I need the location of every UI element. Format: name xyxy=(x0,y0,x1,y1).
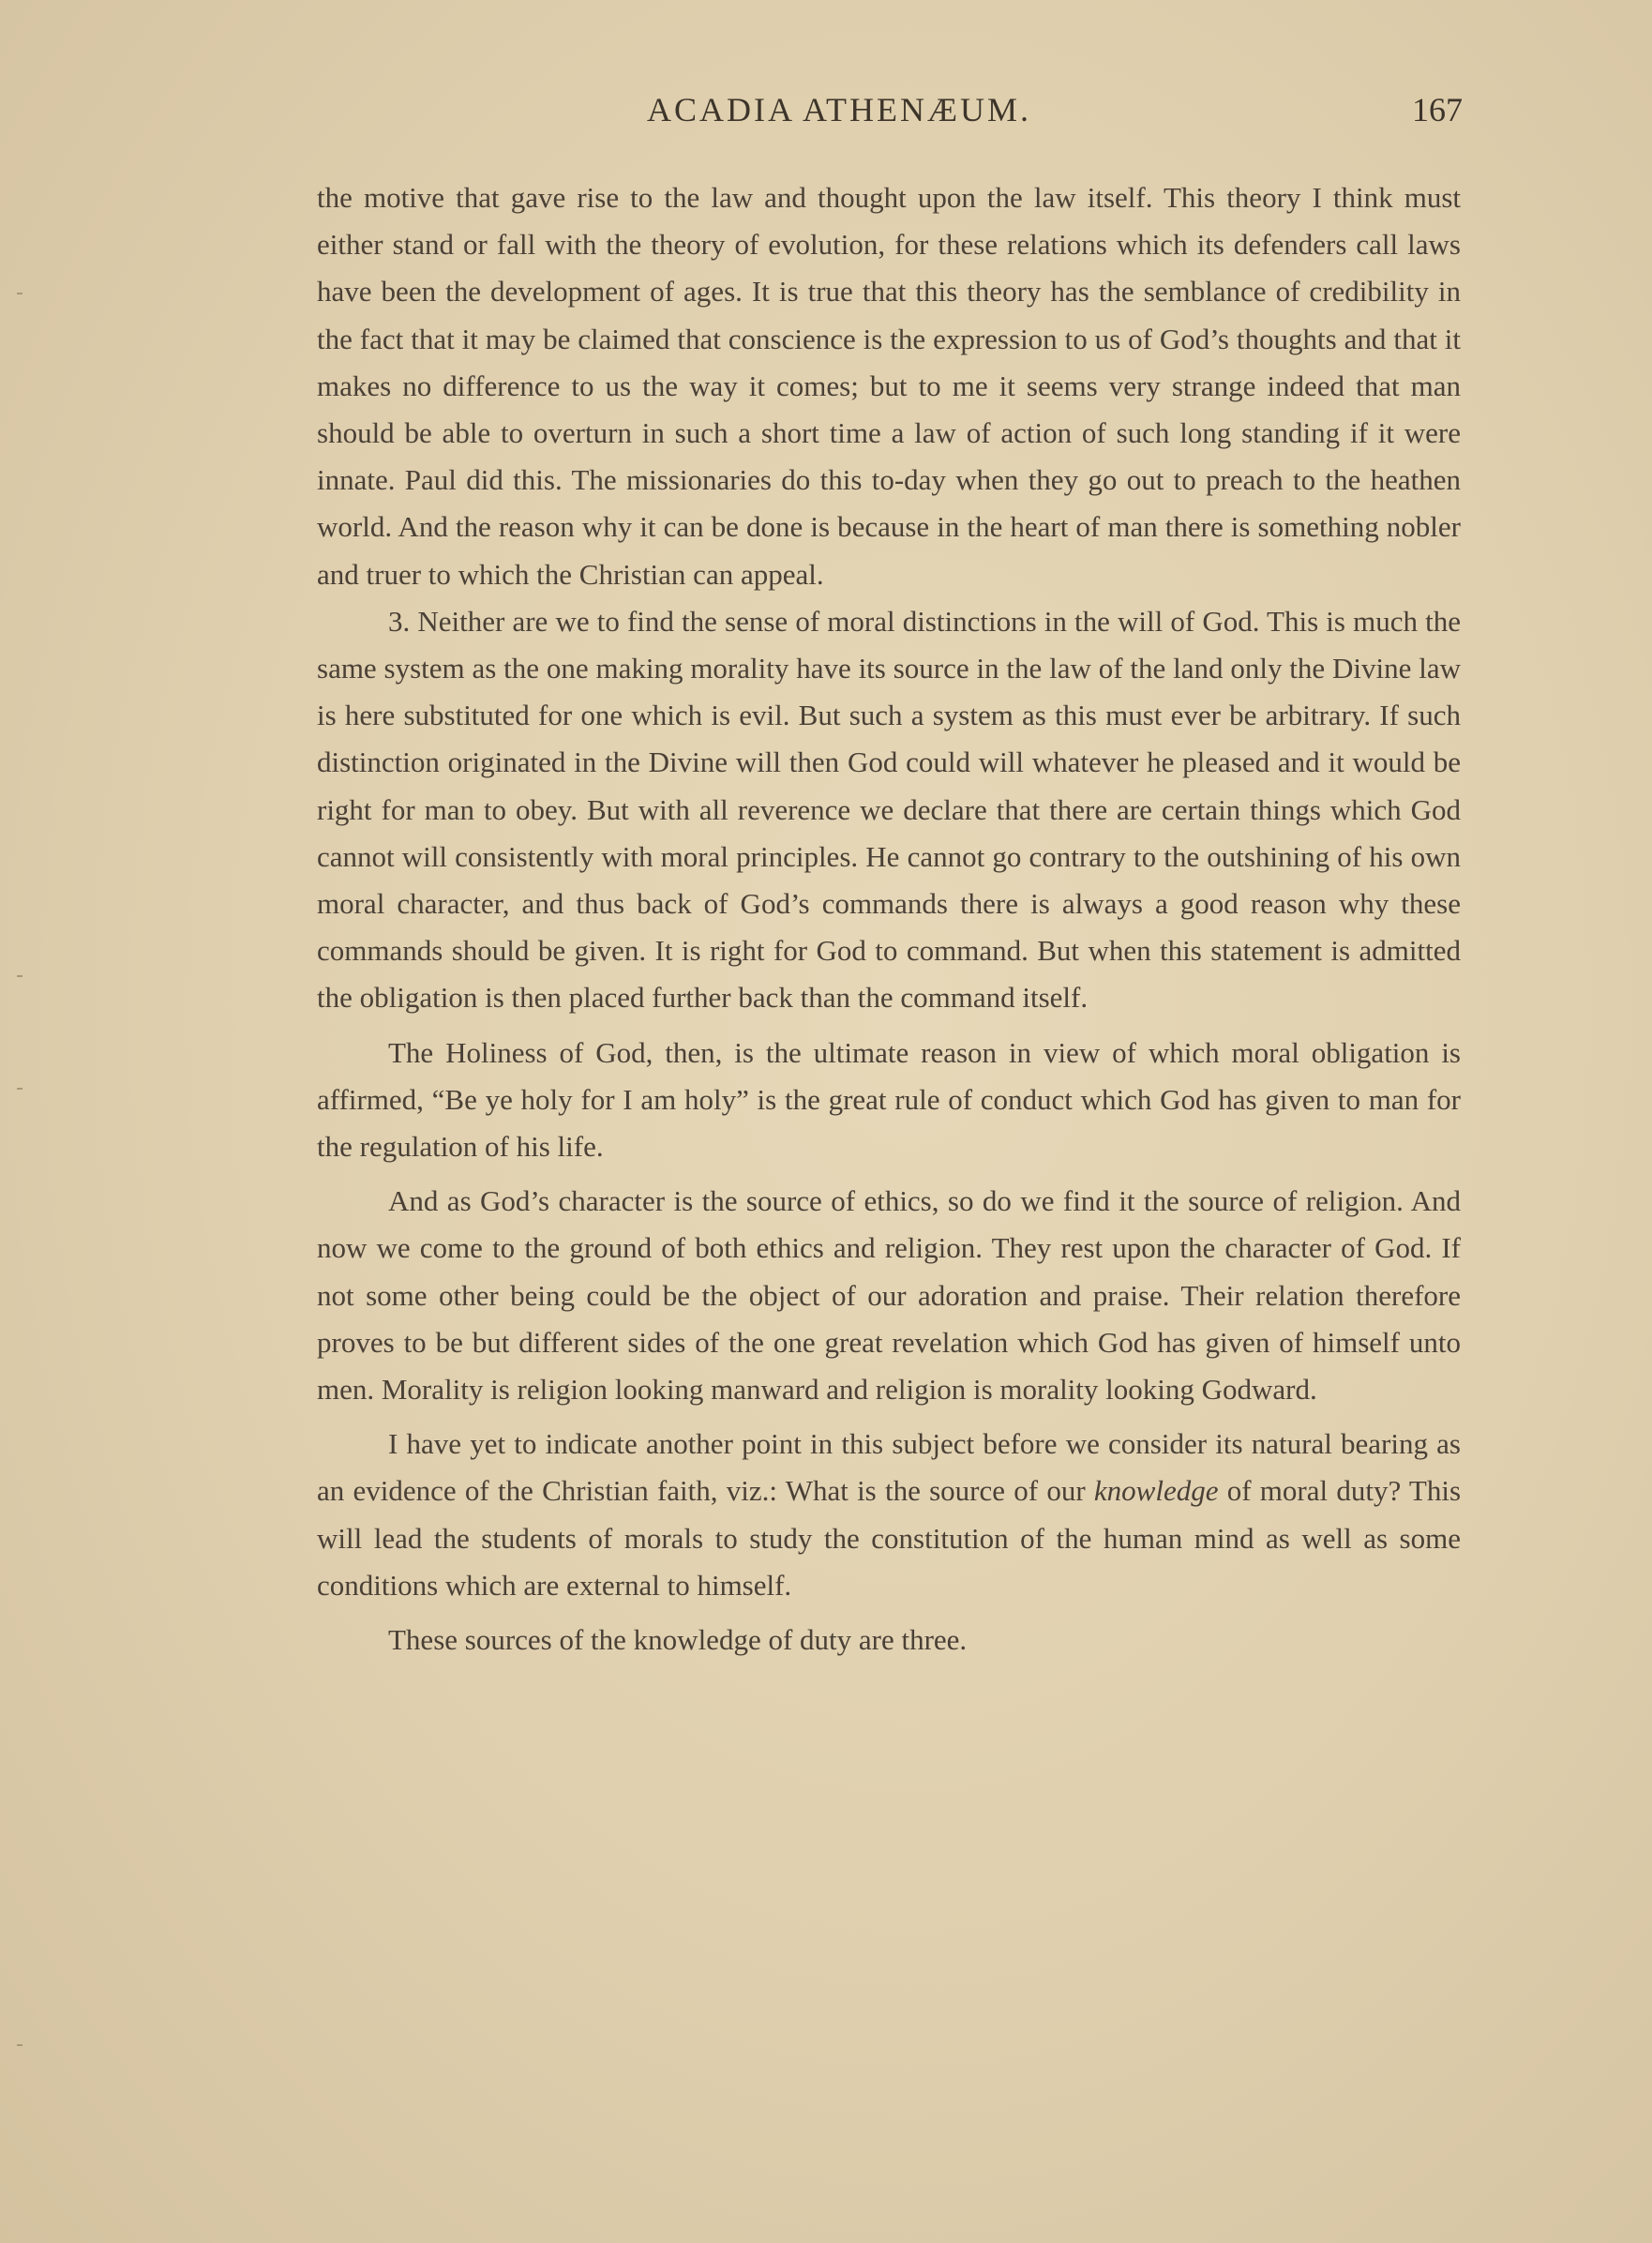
paragraph-5-start: I have yet to indicate another point in this subject before we consider its natural bearing as an evidence of the Christian faith, viz.: What is the source of our xyxy=(317,1427,1461,1508)
italic-term: knowledge xyxy=(1093,1474,1219,1508)
paragraph-1: the motive that gave rise to the law and thought upon the law itself. This theory I think must either stand or fall with the theory of evolution, for these relations which its defenders call laws have been the development of ages. It is true that this theory has the semblance of credibility in the fact that it may be claimed that conscience is the expression to us of God’s thoughts and that it makes no difference to us the way it comes; but to me it seems very strange indeed that man should be able to overturn in such a short time a law of action of such long standing if it were innate. Paul did this. The missionaries do this to-day when they go out to preach to the heathen world. And the reason why it can be done is because in the heart of man there is something nobler and truer to which the Christian can appeal. xyxy=(317,181,1461,591)
paragraph-5-end: of moral duty? This will lead the students of morals to study the constitution of the human mind as well as some conditions which are external to himself. xyxy=(317,1474,1462,1602)
paragraph-6: These sources of the knowledge of duty are three. xyxy=(388,1623,968,1657)
paragraph-2: 3. Neither are we to find the sense of moral distinctions in the will of God. This is much the same system as the one making morality have its source in the law of the land only the Divine law is here substituted for one which is evil. But such a system as this must ever be arbitrary. If such distinction originated in the Divine will then God could will whatever he pleased and it would be right for man to obey. But with all reverence we declare that there are certain things which God cannot will consistently with moral principles. He cannot go contrary to the outshining of his own moral character, and thus back of God’s commands there is always a good reason why these commands should be given. It is right for God to command. But when this statement is admitted the obligation is then placed further back than the command itself. xyxy=(317,604,1461,1015)
margin-mark xyxy=(17,293,23,294)
paragraph-3: The Holiness of God, then, is the ultimate reason in view of which moral obligation is affirmed, “Be ye holy for I am holy” is the great rule of conduct which God has given to man for the regulation of his life. xyxy=(317,1035,1461,1164)
margin-mark xyxy=(17,1088,23,1090)
paragraph-5 xyxy=(317,1421,1461,1609)
page-number: 167 xyxy=(1412,91,1463,128)
body-text xyxy=(317,174,1461,1663)
margin-mark xyxy=(17,2044,23,2046)
running-head: ACADIA ATHENÆUM. xyxy=(647,91,1032,128)
paragraph-4: And as God’s character is the source of ethics, so do we find it the source of religion. And now we come to the ground of both ethics and religion. They rest upon the character of God. If not some other being could be the object of our adoration and praise. Their relation therefore proves to be but different sides of the one great revelation which God has given of himself unto men. Morality is religion looking manward and religion is morality looking Godward. xyxy=(317,1184,1461,1407)
page-header xyxy=(309,90,1463,137)
margin-mark xyxy=(17,975,23,977)
